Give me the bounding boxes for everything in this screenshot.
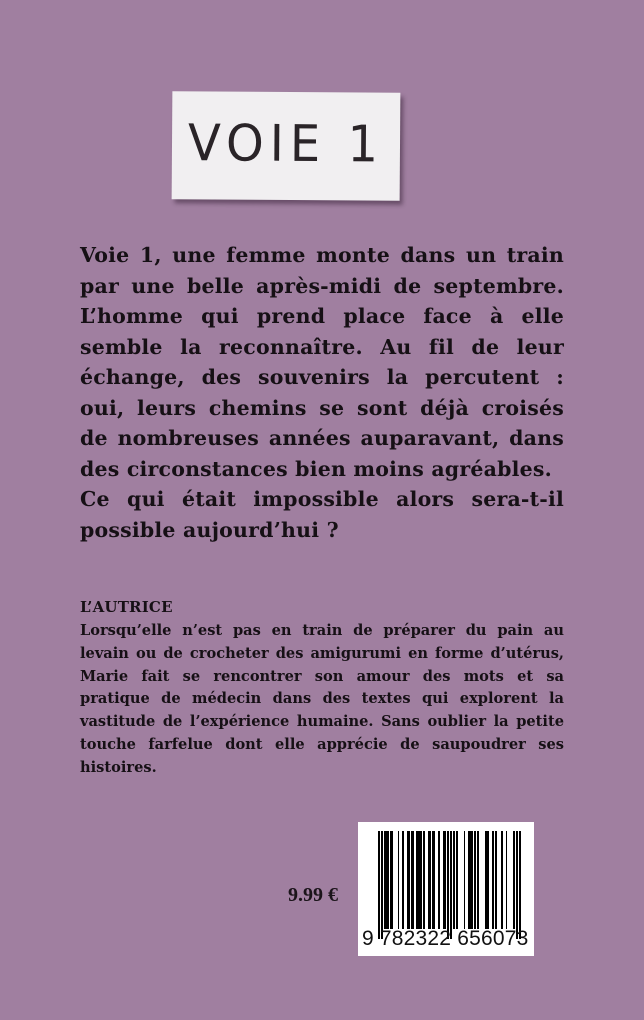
book-summary [80, 240, 564, 545]
barcode-digits: 9 782322 656073 [362, 927, 529, 950]
title-card [172, 91, 401, 201]
author-bio: Lorsqu’elle n’est pas en train de préparer du pain au levain ou de crocheter des amigurumi en forme d’utérus, Marie fait se rencontrer son amour des mots et sa pratique de médecin dans des textes qui explorent la vastitude de l’expérience humaine. Sans oublier la petite touche farfelue dont elle apprécie de saupoudrer ses histoires. [80, 622, 564, 776]
summary-paragraph: Voie 1, une femme monte dans un train par une belle après-midi de septembre. L’homme qui prend place face à elle semble la reconnaître. Au fil de leur échange, des souvenirs la percutent : oui, leurs chemins se sont déjà croisés de nombreuses années auparavant, dans des circonstances bien moins agréables. [80, 243, 564, 481]
book-title: VOIE 1 [187, 113, 385, 175]
barcode-bars [378, 831, 521, 929]
summary-question: Ce qui était impossible alors sera-t-il possible aujourd’hui ? [80, 487, 564, 542]
isbn-barcode [358, 822, 534, 956]
price: 9.99 € [288, 884, 338, 906]
author-heading: L’AUTRICE [80, 598, 173, 616]
